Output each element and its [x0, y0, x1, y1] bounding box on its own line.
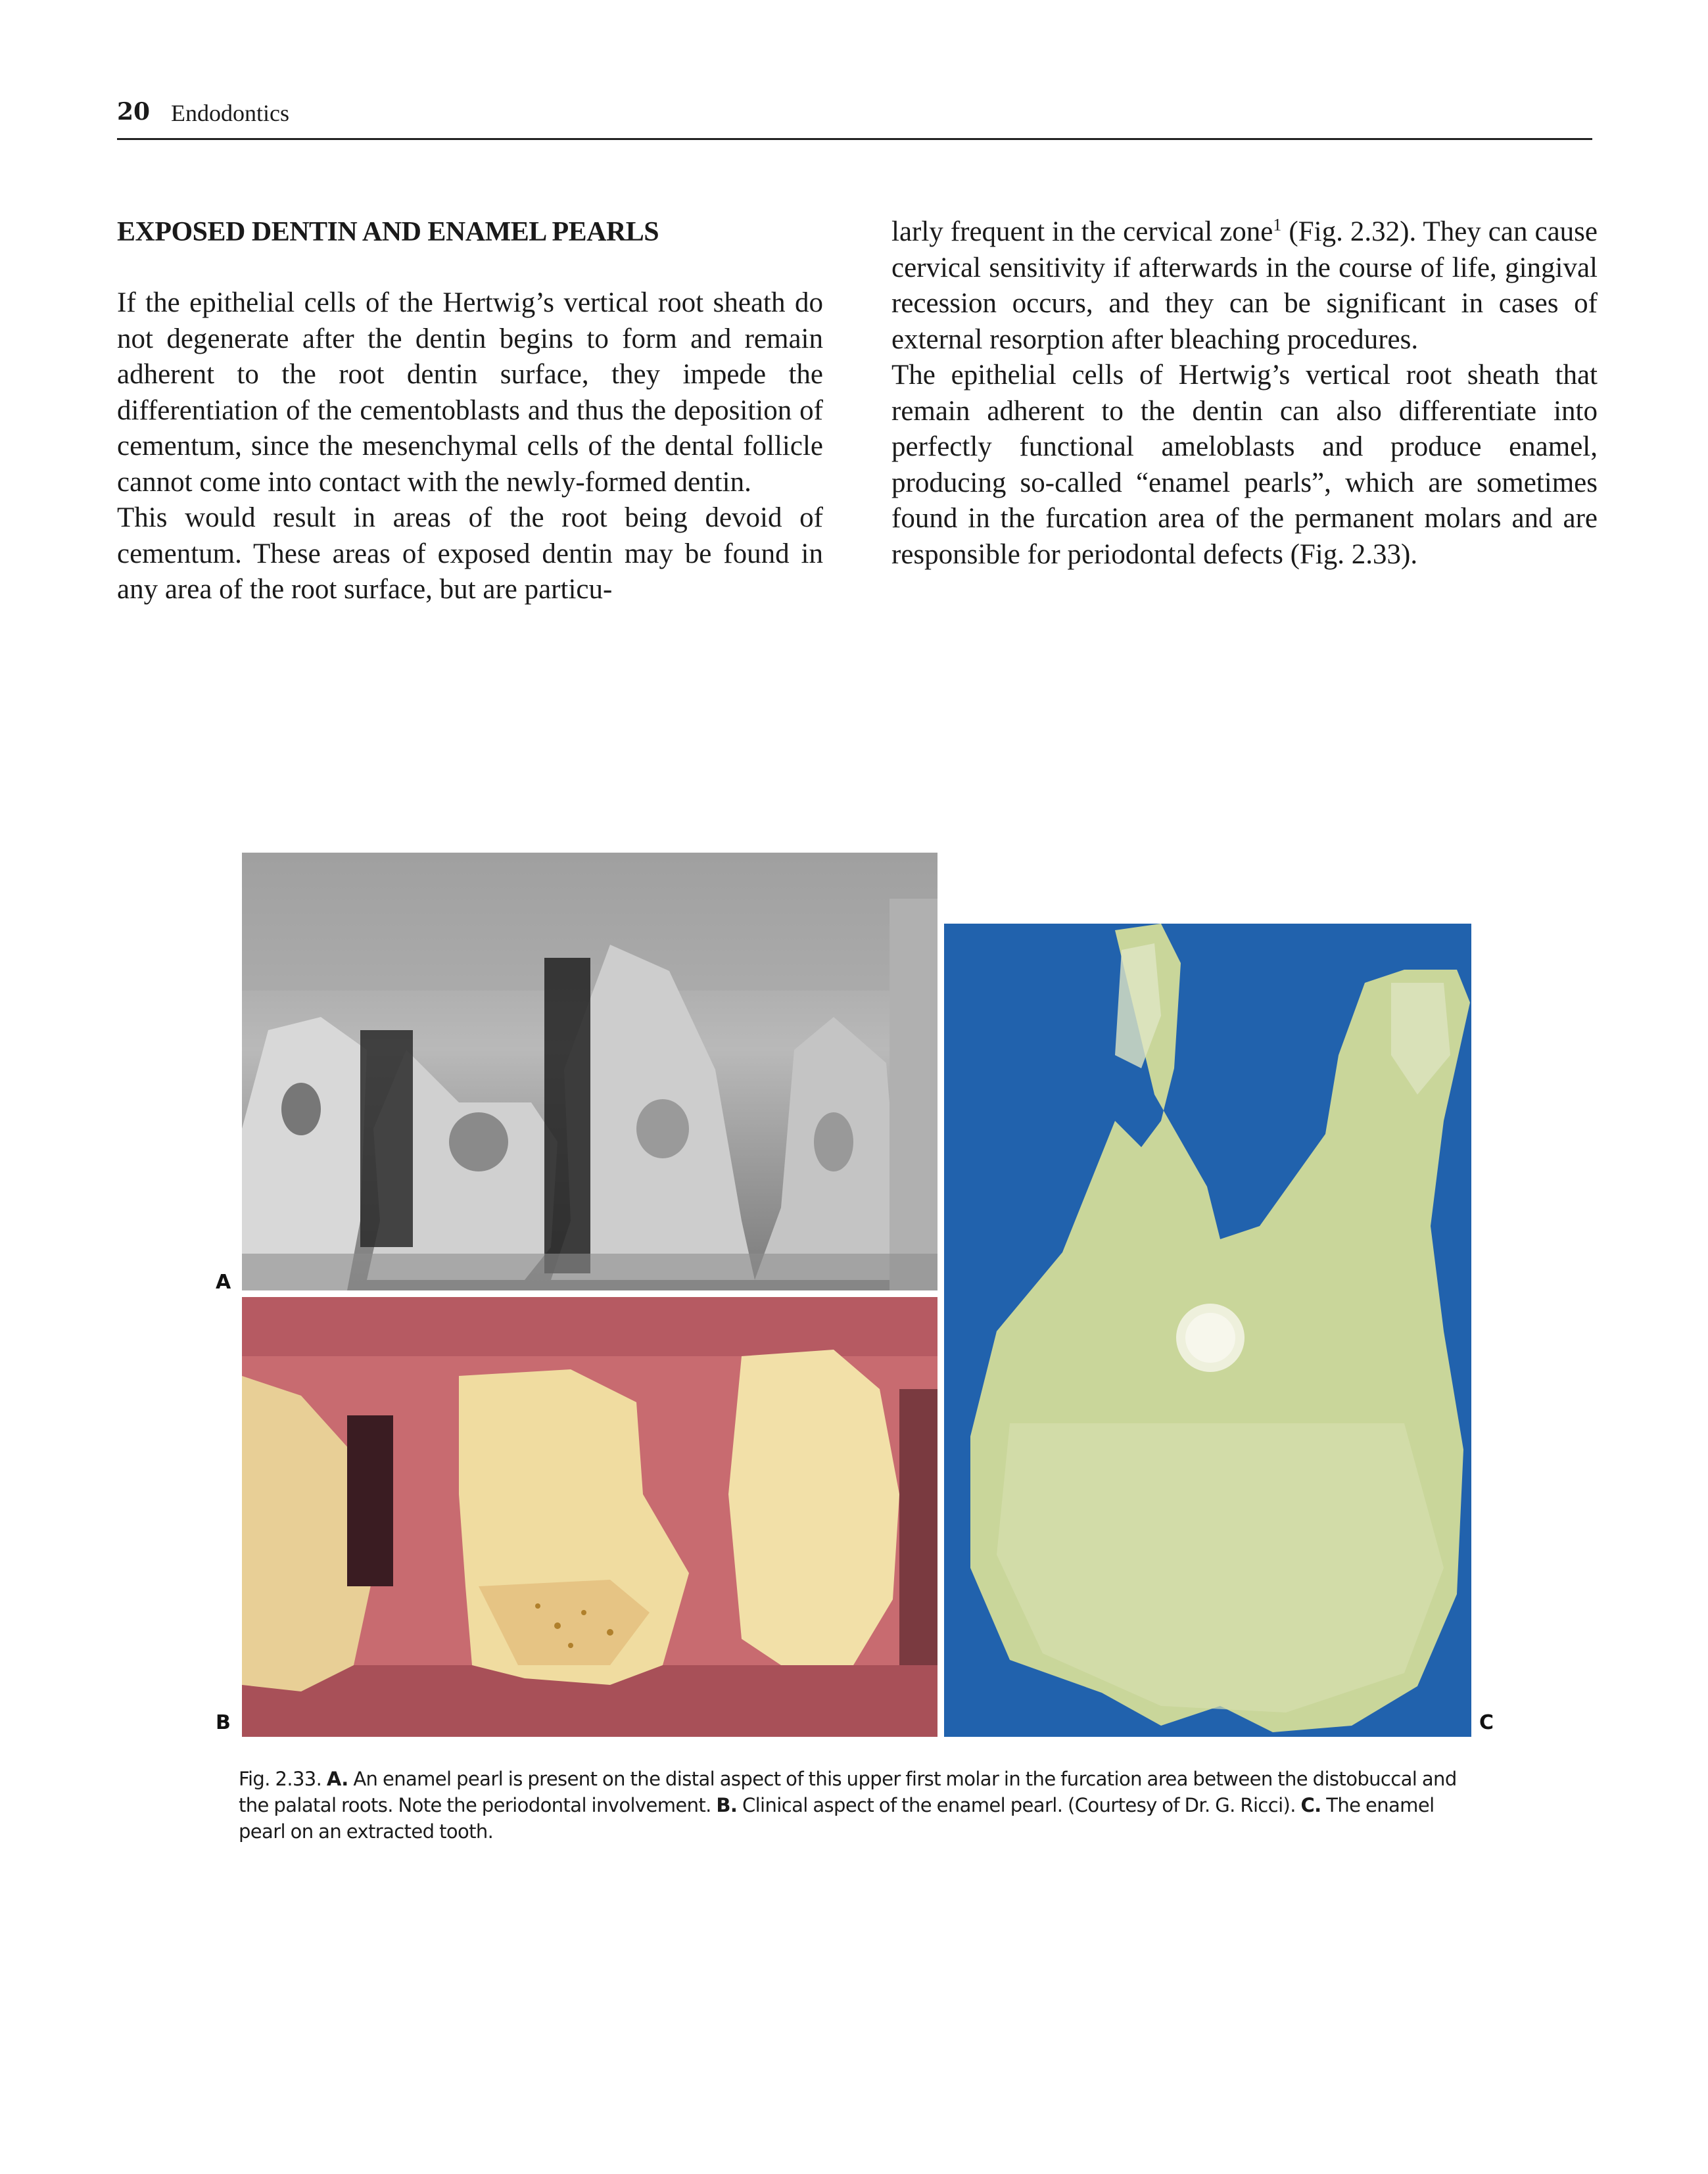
caption-label-c: C.: [1300, 1794, 1321, 1816]
caption-label-b: B.: [716, 1794, 738, 1816]
running-title: Endodontics: [171, 100, 289, 126]
page-number: 20: [117, 98, 151, 126]
left-column: [117, 214, 823, 608]
extracted-tooth-image: [944, 924, 1471, 1737]
section-heading: EXPOSED DENTIN AND ENAMEL PEARLS: [117, 217, 659, 247]
caption-text-c: The enamel pearl on an extracted tooth.: [239, 1794, 1435, 1843]
caption-label-a: A.: [326, 1768, 348, 1790]
clinical-photo-image: [242, 1297, 937, 1737]
panel-label-c: C: [1479, 1711, 1494, 1734]
caption-text-a: An enamel pearl is present on the distal aspect of this upper first molar in the furcation area between the distobuccal and the palatal roots. Note the periodontal involvement.: [239, 1768, 1457, 1816]
cervical-sensitivity-text: (Fig. 2.32). They can cause cervical sensitivity if afterwards in the course of life, gingival recession occurs, and they can be significant in cases of external resorption after bleaching procedures.: [891, 216, 1598, 355]
cervical-zone-text: larly frequent in the cervical zone: [891, 216, 1273, 247]
panel-label-b: B: [216, 1711, 231, 1734]
caption-number: Fig. 2.33.: [239, 1768, 327, 1790]
paragraph-hertwig-sheath: If the epithelial cells of the Hertwig’s vertical root sheath do not degenerate after the dentin begins to form and remain adherent to the root dentin surface, they impede the differentiation of the cementoblasts and thus the deposition of cementum, since the mesenchymal cells of the dental follicle cannot come into contact with the newly-formed dentin.: [117, 287, 823, 498]
figure-2-33: [242, 853, 1471, 1737]
right-column: [891, 214, 1598, 573]
reference-marker: 1: [1273, 215, 1282, 235]
running-header: [117, 93, 1592, 140]
panel-label-a: A: [216, 1271, 231, 1294]
radiograph-image: [242, 853, 937, 1290]
figure-caption: [239, 1766, 1475, 1845]
paragraph-devoid-cementum: This would result in areas of the root being devoid of cementum. These areas of exposed dentin may be found in any area of the root surface, but are particu-: [117, 502, 823, 605]
paragraph-cervical-zone: [891, 214, 1598, 358]
caption-text-b: Clinical aspect of the enamel pearl. (Courtesy of Dr. G. Ricci).: [737, 1794, 1301, 1816]
paragraph-enamel-pearls: The epithelial cells of Hertwig’s vertical root sheath that remain adherent to the dentin can also differentiate into perfectly functional ameloblasts and produce enamel, producing so-called “enamel pearls”, which are sometimes found in the furcation area of the permanent molars and are responsible for periodontal defects (Fig. 2.33).: [891, 360, 1598, 570]
